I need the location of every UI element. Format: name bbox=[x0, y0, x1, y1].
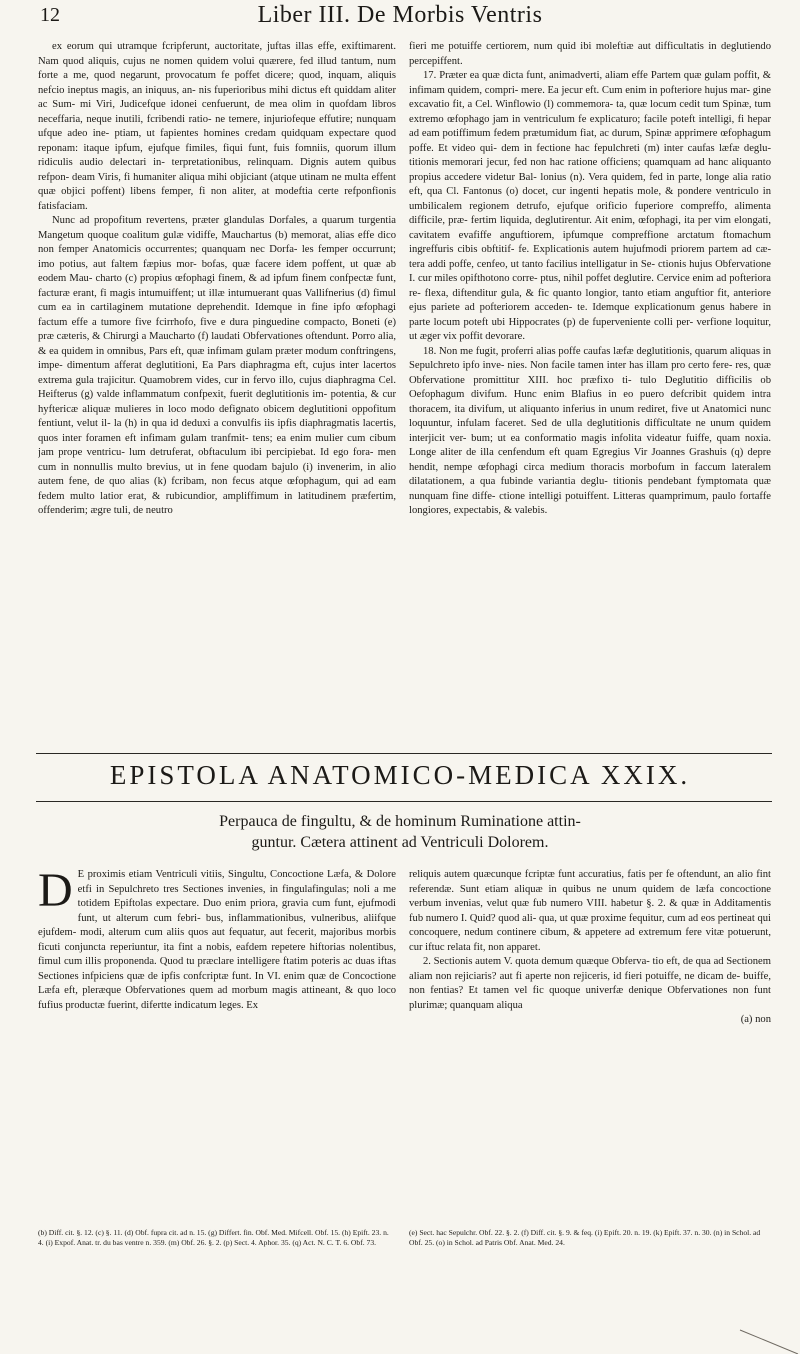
page-number: 12 bbox=[40, 4, 60, 26]
footnotes-right: (e) Sect. hac Sepulchr. Obf. 22. §. 2. (f) Diff. cit. §. 9. & feq. (i) Epift. 20. n. 19. (k) Epift. 37. n. 30. (n) in Schol. ad Obf. 25. (o) in Schol. ad Patris Obf. Anat. Med. 24. bbox=[409, 1228, 761, 1247]
paragraph: 18. Non me fugit, proferri alias poffe caufas læfæ deglutitionis, quarum aliquas in Sepulchreto ipfo inve- nies. Non facile tamen inter has illam pro certo fere- res, quæ Obfervatione promittitur XIII. hoc præfixo ti- tulo Deglutitio difficilis ob Oefophagum divifum. Hunc enim Blafius in eo puero defcribit quidem intra thoracem, ita divifum, ut aliquanto inferius in unum rediret, five ut Anatomici nunc loquuntur, infulam faceret. Sed de ulla deglutitionis difficultate ne unum quidem interjicit ver- bum; ut ea conformatio magis infolita videatur fuiffe, quam noxia. Longe aliter de illa cenfendum eft quam Egregius Vir Joannes Grashuis (q) depre hendit, nempe œfophagi circa medium thoracis morbofum in faccum lateralem dilatationem, a qua fubinde variantia deglu- titionis pendebant fymptomata quæ nunquam fine diffe- ctione intelligi potuiffent. Litteras quamprimum, paulo fortaffe longiores, expectabis, & valebis. bbox=[409, 345, 771, 516]
running-head: Liber III. De Morbis Ventris bbox=[257, 2, 543, 28]
paragraph: fieri me potuiffe certiorem, num quid ibi moleftiæ aut difficultatis in deglutiendo percepiffent. bbox=[409, 41, 771, 67]
paragraph: E proximis etiam Ventriculi vitiis, Singultu, Concoctione Læfa, & Dolore etfi in Sepulchreto tres Sectiones invenies, in fingulafingulas; noli a me totidem Epiftolas expectare. Duo enim priora, gravia cum funt, ejufmodi funt, ut alterum cum febri- bus, inflammationibus, vulneribus, aliifque ejufdem- modi, alterum cum aliis quos aut fequatur, aut fecerit, majoribus morbis ficuti conjuncta reperiuntur, ita fint a nobis, eafdem repetere hiftorias nolentibus, fimul cum illis proponenda. Quod tu præclare intelligere ftatim poteris ac duas iftas Sectiones infpiciens quæ de ipfis confcriptæ funt. In VI. enim quæ de Concoctione Læfa eft, pleræque Obfervationes quem ad morbum magis attineant, & quo loco fufius productæ fuerint, difertte indicatum leges. Ex bbox=[38, 869, 396, 1011]
epistola-title: EPISTOLA ANATOMICO-MEDICA XXIX. bbox=[109, 760, 691, 790]
paragraph: 17. Præter ea quæ dicta funt, animadverti, aliam effe Partem quæ gulam poffit, & infimam quidem, compri- mere. Ea jecur eft. Cum enim in pofteriore hujus mar- gine excavatio fit, a Cel. Winflowio (l) commemora- ta, quæ locum cedit tum Spinæ, tum extremo œfophago jam in ventriculum fe explicaturo; facile poteft intelligi, fi hepar ad eam potiffimum fedem prætumidum fiat, ac durum, Spinæ apprimere œfophagum poffe. Et video qui- dem in fectione hac fepulchreti (m) inter caufas læfæ deglu- titionis memorari jecur, fed non hac ratione officiens; quamquam ad hanc aliquanto propius accedere videtur Bal- lonius (n). Vera quidem, fed in parte, longe alia ratio eft, qua Cl. Fantonus (o) docet, cur ingenti hepatis mole, & pondere ventriculo in umbilicalem regionem detrufo, ejufque orificio fuperiore compreffo, alimenta difficile, præ- fertim liquida, deglutirentur. Ait enim, œfophagi, ita per vim elongati, cavitatem evafiffe anguftiorem, ipfumque compreffione arctatum ftomachum ingreffuris cibis obftitif- fe. Explicationis autem hujufmodi priorem partem ad cæ- tera addi poffe, cenfeo, ut tanto facilius intelligatur in Se- ctionis hujus Obfervatione I. cur miles opifthotono corre- ptus, nihil poffet deglutire. Cervice enim ad pofteriora re- flexa, diftenditur gula, & fic quanto longior, tanto etiam anguftior fit, anteriore ejus pariete ad pofteriorem acceden- te. Idemque explicationum genus habere in parte locum poteft ubi Hippocrates (p) de fuperveniente colli per- verfione loquitur, ut æger vix poffit devorare. bbox=[409, 70, 771, 342]
drop-cap: D bbox=[38, 868, 73, 917]
paragraph: Nunc ad propofitum revertens, præter glandulas Dorfales, a quarum turgentia Mangetum quoque coalitum gulæ vidiffe, Mauchartus (b) memorat, alias effe dico non femper Anatomicis occurrentes; quanquam nec Dorfa- les femper occurrunt; imo potius, aut faltem fæpius mor- bofas, quæ facere idem poffent, ut quæ ab eodem Mau- charto (c) propius œfophagi finem, & ad ipfum finem confpectæ funt, facturæ erant, fi magis intumuiffent; ut illæ intumuerant quas Vallifnerius (d) fimul cum ea in cartilaginem mutatione deprehendit. Idemque in fine ipfo œfophagi factum effe a tumore five fcirrhofo, five e dura pinguedine compacto, Boneti (e) præ cæteris, & Chirurgi a Maucharto (f) laudati Obfervationes oftendunt. Porro alia, & ea quidem in omnibus, Pars eft, quæ infimam gulam præter modum conftringens, impe- dimentum afferat deglutitioni, Ea Pars diaphragma eft, cujus inter lacertos extrema gula trajicitur. Quamobrem vides, cur in fervo illo, cujus diaphragma Cel. Heifterus (g) valde inflammatum confpexit, fuerit deglutitionis im- potentia, & cur hyftericæ aliquæ mulieres in loco modo defignato obicem deglutitioni oppofitum fentiunt, velut il- la (h) in qua id deduxi a convulfis iis ipfis diaphragmatis lacertis, quos inter foramen eft infimam gulam tranfmit- tens; ea enim mulier cum cibum jam prope ventricu- lum detruferat, obftaculum ibi percipiebat. Id ego fora- men cum in nonnullis multo brevius, ut in fene quodam bajulo (i) invenerim, in alio autem fene, de quo alias (k) fcribam, non fecus atque œfophagum, qui ad eam fedem multo latior erat, & rubicundior, ampliffimum in latitudinem præfertim, offenderim; ægre tuli, de neutro bbox=[38, 215, 396, 516]
paragraph: 2. Sectionis autem V. quota demum quæque Obferva- tio eft, de qua ad Sectionem aliam non rejiciaris? aut fi aperte non rejiceris, id fieri potuiffe, ne dicam de- buiffe, non fentias? Et tamen vel fic quoque univerfæ denique Obfervationes non funt plurimæ; quanquam aliqua bbox=[409, 956, 771, 1011]
catchword: (a) non bbox=[740, 1014, 771, 1025]
subtitle-line: Perpauca de fingultu, & de hominum Ruminatione attin- bbox=[219, 813, 581, 830]
footnotes-left: (b) Diff. cit. §. 12. (c) §. 11. (d) Obf. fupra cit. ad n. 15. (g) Differt. fin. Obf. Med. Mifcell. Obf. 15. (h) Epift. 23. n. 4. (i) Expof. Anat. tr. du bas ventre n. 359. (m) Obf. 26. §. 2. (p) Sect. 4. Aphor. 35. (q) Act. N. C. T. 6. Obf. 73. bbox=[38, 1228, 389, 1247]
paragraph: ex eorum qui utramque fcripferunt, auctoritate, juftas illas effe, exiftimarent. Nam quod aliquis, cujus ne nomen quidem volui quærere, fed illud tantum, num forte a me, quod negarunt, provocatum fe poffet dicere; quod, inquam, aliquis nefcio ineptus magis, an iniquus, an- nis fuperioribus mihi dictus eft quiddam aliter ac Sum- mi Viri, Judicefque idonei cenfuerunt, de mea olim in quofdam libros neceffaria, neque inutili, fcribendi ratio- ne temere, injuriofeque effutire; nunquam ufque adeo ine- ptiam, ut fapientes homines credam quidquam expectare quod reponam: itaque ipfum, ejufque fimiles, fiqui funt, fuis fomniis, quorum illum ridiculis audio delectari in- terpretationibus, relinquam. Dignis autem quibus refpon- deam Viris, fi humaniter aliqua mihi objiciant (atque utinam ne multa effent quæ objici poffent) libens femper, fi non aliter, at modeftia certe refponfionis fatisfaciam. bbox=[38, 41, 396, 212]
corner-line bbox=[740, 1330, 798, 1354]
paragraph: reliquis autem quæcunque fcriptæ funt accuratius, fatis per fe oftendunt, an alio fint referendæ. Sunt etiam aliquæ in quibus ne unum quidem de læfa concoctione verbum invenias, velut quæ fub numero VIII. habetur §. 2. & quæ in Additamentis fub numero I. Quid? quod ali- qua, ut quæ proxime fequitur, cum ad eos pertineat qui concoquere, nedum continere cibum, & appetere ad extremum fere vitæ potuerunt, cur iftuc relata fit, non apparet. bbox=[409, 869, 771, 953]
subtitle-line: guntur. Cætera attinent ad Ventriculi Dolorem. bbox=[251, 834, 549, 851]
